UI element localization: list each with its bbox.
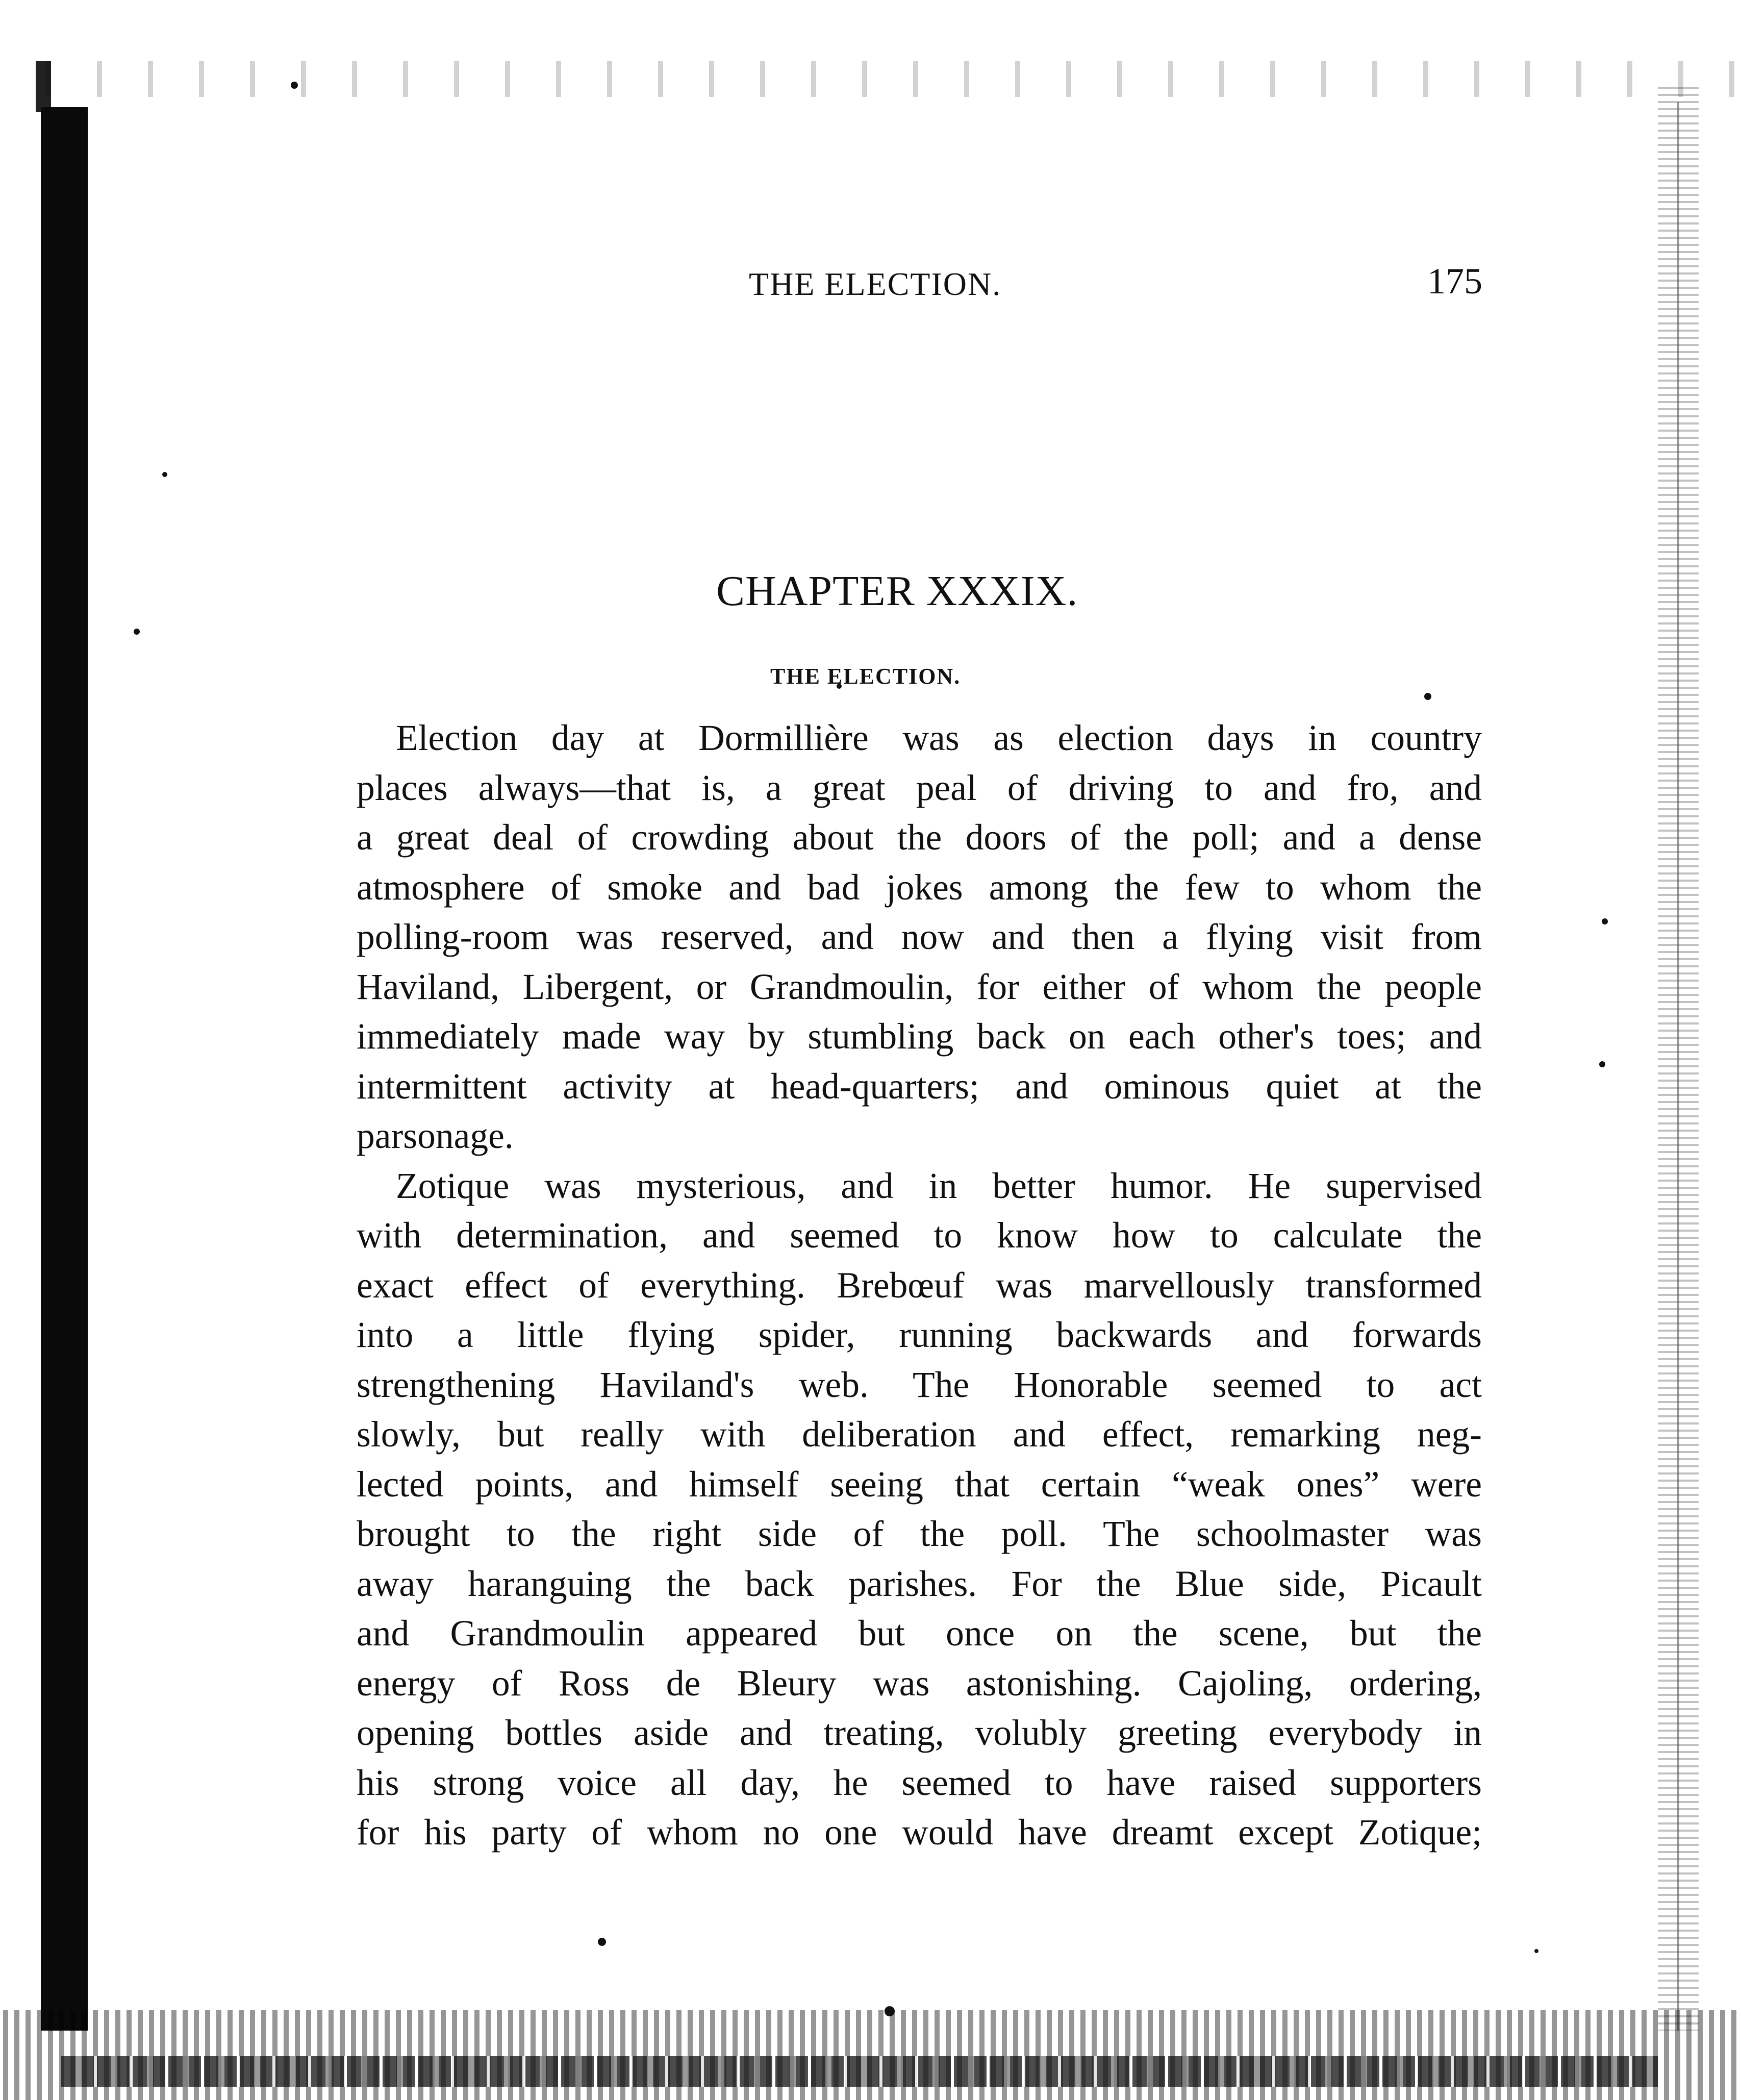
text-line: polling-room was reserved, and now and then a flying visit from xyxy=(357,917,1482,957)
text-line: with determination, and seemed to know how to calculate the xyxy=(357,1215,1482,1256)
text-line: lected points, and himself seeing that certain “weak ones” were xyxy=(357,1464,1482,1505)
scan-binding-shadow xyxy=(41,107,88,2031)
text-line: his strong voice all day, he seemed to have raised supporters xyxy=(357,1762,1482,1803)
scan-speck xyxy=(1424,693,1431,700)
text-line: opening bottles aside and treating, volubly greeting everybody in xyxy=(357,1713,1482,1753)
text-line: places always—that is, a great peal of driving to and fro, and xyxy=(357,767,1482,808)
scan-right-edge-line xyxy=(1677,102,1679,2031)
text-line: Election day at Dormillière was as election days in country xyxy=(396,718,1482,758)
paragraph-1 xyxy=(317,713,1482,1161)
text-line: and Grandmoulin appeared but once on the scene, but the xyxy=(357,1613,1482,1654)
text-line: parsonage. xyxy=(357,1116,514,1156)
scan-speck xyxy=(162,472,167,477)
text-line: a great deal of crowding about the doors of the poll; and a dense xyxy=(357,817,1482,858)
scan-speck xyxy=(1599,1061,1605,1067)
text-line: strengthening Haviland's web. The Honorable seemed to act xyxy=(357,1364,1482,1405)
paragraph-2 xyxy=(317,1161,1482,1858)
scan-speck xyxy=(1602,918,1608,924)
text-line: brought to the right side of the poll. The schoolmaster was xyxy=(357,1514,1482,1554)
running-head: THE ELECTION. xyxy=(749,266,1002,302)
scan-speck xyxy=(598,1938,606,1946)
page-number: 175 xyxy=(1427,261,1482,302)
text-line: for his party of whom no one would have dreamt except Zotique; xyxy=(357,1812,1482,1853)
scan-bottom-edge-band xyxy=(61,2056,1658,2087)
text-line: Haviland, Libergent, or Grandmoulin, for either of whom the people xyxy=(357,966,1482,1007)
text-line: into a little flying spider, running backwards and forwards xyxy=(357,1315,1482,1355)
text-line: exact effect of everything. Brebœuf was marvellously transformed xyxy=(357,1265,1482,1306)
text-line: immediately made way by stumbling back on each other's toes; and xyxy=(357,1016,1482,1057)
scan-speck xyxy=(134,629,140,635)
text-line: atmosphere of smoke and bad jokes among the few to whom the xyxy=(357,867,1482,908)
scan-speck xyxy=(291,82,298,89)
chapter-title: CHAPTER XXXIX. xyxy=(716,567,1078,615)
text-line: slowly, but really with deliberation and effect, remarking neg- xyxy=(357,1414,1482,1455)
body-text xyxy=(317,713,1482,1858)
text-line: intermittent activity at head-quarters; and ominous quiet at the xyxy=(357,1066,1482,1107)
text-line: energy of Ross de Bleury was astonishing. Cajoling, ordering, xyxy=(357,1663,1482,1704)
scan-speck xyxy=(885,2006,895,2016)
text-line: away haranguing the back parishes. For the Blue side, Picault xyxy=(357,1563,1482,1604)
scan-speck xyxy=(1534,1949,1538,1953)
section-title: THE ELECTION. xyxy=(770,664,961,689)
scan-top-edge-noise xyxy=(0,61,1741,97)
text-line: Zotique was mysterious, and in better humor. He supervised xyxy=(396,1165,1482,1206)
